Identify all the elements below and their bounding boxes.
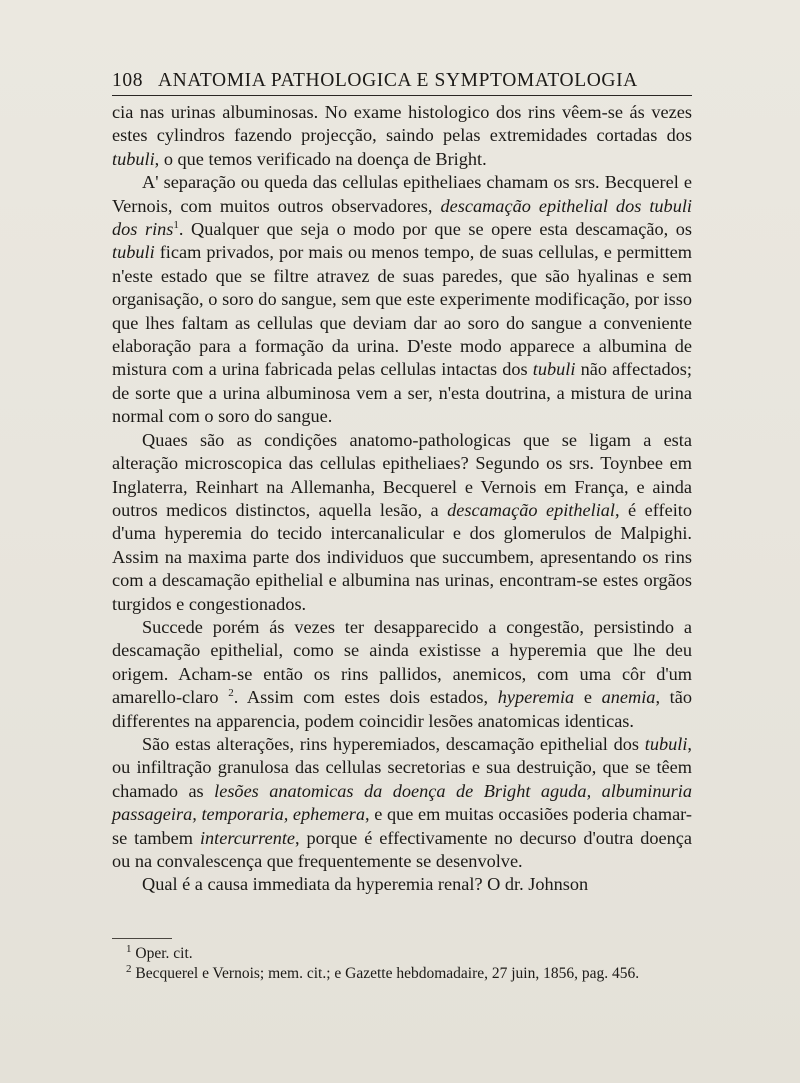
italic-text: tubuli [532, 359, 576, 380]
running-title: ANATOMIA PATHOLOGICA E SYMPTOMATOLOGIA [158, 70, 638, 91]
italic-text: descamação epithelial [447, 499, 616, 520]
paragraph [112, 733, 692, 873]
footnote-text: Becquerel e Vernois; mem. cit.; e Gazette hebdomadaire, 27 juin, 1856, pag. 456. [131, 965, 640, 982]
text-run: , tão differentes na apparencia, podem coincidir lesões anatomicas identicas. [112, 687, 692, 731]
italic-text: tubuli [112, 242, 155, 263]
footnote [112, 964, 692, 984]
italic-text: descamação epithelial dos tubuli dos rins [112, 195, 692, 240]
italic-text: hyperemia [497, 687, 575, 708]
footnote-number: 2 [126, 962, 132, 975]
text-run: São estas alterações, rins hyperemiados, descamação epithelial dos [142, 733, 645, 754]
text-run: cia nas urinas albuminosas. No exame histologico dos rins vêem-se ás vezes estes cylindros fazendo projecção, saindo pelas extremidades cortadas dos [112, 102, 692, 146]
text-run: e [574, 687, 602, 708]
italic-text: intercurrente [199, 827, 296, 848]
paragraph [112, 873, 692, 896]
text-run: Succede porém ás vezes ter desapparecido a congestão, persistindo a descamação epithelial, como se ainda existisse a hyperemia que lhe deu origem. Acham-se então os rins pallidos, anemicos, com uma côr d'um amarello-claro [112, 616, 692, 708]
paragraph [112, 616, 692, 733]
footnote-text: Oper. cit. [131, 945, 193, 962]
text-run: , o que temos verificado na doença de Bright. [154, 148, 487, 169]
paragraph [112, 101, 692, 171]
italic-text: tubuli [112, 148, 155, 169]
footnote-rule [112, 938, 172, 939]
text-run: ficam privados, por mais ou menos tempo, de suas cellulas, e permittem n'este estado que se filtre atravez de suas paredes, que são hyalinas e sem organisação, o soro do sangue, sem que este experimente modificação, por isso que lhes faltam as cellulas que deviam dar ao soro do sangue a conveniente elaboração para a formação da urina. D'este modo apparece a albumina de mistura com a urina fabricada pelas cellulas intactas dos [112, 242, 692, 380]
body-text [112, 101, 692, 897]
italic-text: anemia [601, 687, 656, 708]
text-run: , ou infiltração granulosa das cellulas secretorias e sua destruição, que se têem chamado as [112, 733, 692, 801]
text-run: , e que em muitas occasiões poderia chamar-se tambem [112, 804, 692, 848]
page-number: 108 [112, 70, 144, 91]
footnote-number: 1 [126, 942, 132, 955]
text-run: , é effeito d'uma hyperemia do tecido intercanalicular e dos glomerulos de Malpighi. Assim na maxima parte dos individuos que succumbem, apresentando os rins com a descamação epithelial e albumina nas urinas, encontram-se estes orgãos turgidos e congestionados. [112, 499, 693, 614]
running-header [112, 70, 692, 92]
footnote [112, 944, 692, 964]
paragraph [112, 171, 692, 428]
paragraph [112, 429, 692, 616]
italic-text: tubuli [644, 733, 688, 754]
header-rule [112, 95, 692, 96]
italic-text: lesões anatomicas da doença de Bright aguda, albuminuria passageira, temporaria, ephemera [112, 780, 692, 825]
footnote-ref: 1 [173, 218, 179, 231]
text-run: não affectados; de sorte que a urina albuminosa vem a ser, n'esta doutrina, a mistura de urina normal com o soro do sangue. [112, 359, 692, 427]
footnote-ref: 2 [228, 687, 234, 700]
text-run: . Qualquer que seja o modo por que se opere esta descamação, os [178, 219, 693, 240]
text-run: A' separação ou queda das cellulas epitheliaes chamam os srs. Becquerel e Vernois, com muitos outros observadores, [112, 172, 692, 216]
text-run: . Assim com estes dois estados, [233, 687, 498, 708]
text-run: Quaes são as condições anatomo-pathologicas que se ligam a esta alteração microscopica das cellulas epitheliaes? Segundo os srs. Toynbee em Inglaterra, Reinhart na Allemanha, Becquerel e Vernois em França, e ainda outros medicos distinctos, aquella lesão, a [112, 429, 692, 520]
footnotes [112, 944, 692, 984]
text-run: , porque é effectivamente no decurso d'outra doença ou na convalescença que frequentemente se desenvolve. [112, 827, 692, 871]
text-run: Qual é a causa immediata da hyperemia renal? O dr. Johnson [142, 874, 589, 895]
